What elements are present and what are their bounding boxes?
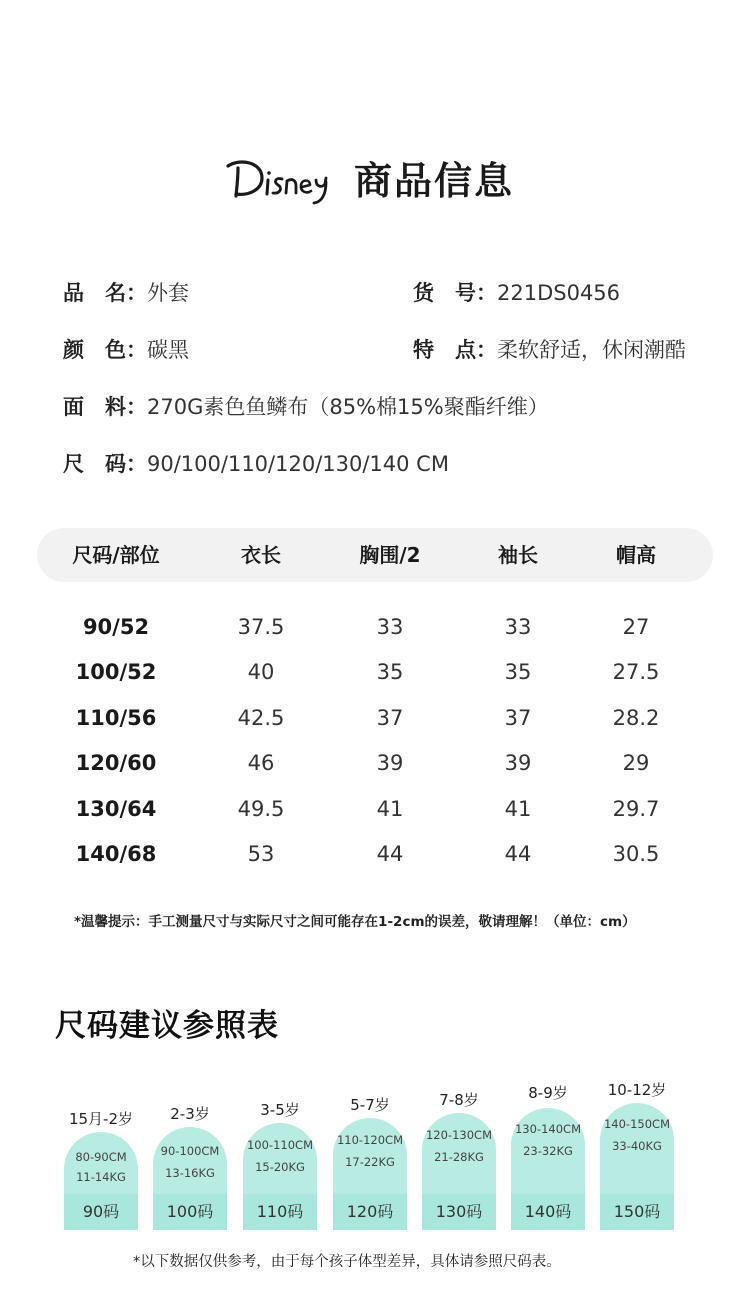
table-cell: 41 <box>504 797 532 821</box>
table-cell: 29 <box>622 751 650 775</box>
sku-value: 221DS0456 <box>497 281 621 305</box>
height-range: 140-150CM <box>603 1117 670 1131</box>
table-row <box>0 743 750 783</box>
weight-range: 15-20KG <box>255 1160 305 1174</box>
name-value: 外套 <box>147 281 189 305</box>
reference-note: *以下数据仅供参考，由于每个孩子体型差异，具体请参照尺码表。 <box>133 1254 561 1270</box>
size-pill <box>153 1127 227 1230</box>
weight-range: 23-32KG <box>523 1144 573 1158</box>
table-cell: 39 <box>504 751 532 775</box>
feature-label: 特 点： <box>413 338 497 362</box>
table-cell: 33 <box>376 615 404 639</box>
table-cell: 53 <box>247 842 275 866</box>
size-code: 110码 <box>243 1194 317 1230</box>
weight-range: 33-40KG <box>612 1139 662 1153</box>
table-cell: 35 <box>376 660 404 684</box>
size-code: 120码 <box>333 1194 407 1230</box>
size-pill <box>333 1118 407 1230</box>
table-cell: 46 <box>247 751 275 775</box>
age-label: 5-7岁 <box>350 1096 390 1114</box>
header-length: 衣长 <box>241 543 281 567</box>
table-cell: 39 <box>376 751 404 775</box>
fabric-label: 面 料： <box>63 395 147 419</box>
header-chest: 胸围/2 <box>359 543 421 567</box>
table-cell: 100/52 <box>75 660 157 684</box>
size-code: 150码 <box>600 1194 674 1230</box>
table-cell: 41 <box>376 797 404 821</box>
table-row <box>0 834 750 874</box>
table-cell: 44 <box>376 842 404 866</box>
color-value: 碳黑 <box>147 338 189 362</box>
size-pill <box>64 1132 138 1230</box>
size-pill <box>511 1108 585 1230</box>
sku-label: 货 号： <box>413 281 497 305</box>
size-code: 100码 <box>153 1194 227 1230</box>
table-row <box>0 607 750 647</box>
table-row <box>0 789 750 829</box>
age-label: 10-12岁 <box>607 1081 667 1099</box>
height-range: 100-110CM <box>246 1138 313 1152</box>
header-size: 尺码/部位 <box>72 543 160 567</box>
info-size <box>63 448 449 478</box>
table-cell: 120/60 <box>75 751 157 775</box>
size-code: 90码 <box>64 1194 138 1230</box>
size-table-header <box>37 528 713 582</box>
fabric-value: 270G素色鱼鳞布（85%棉15%聚酯纤维） <box>147 395 549 419</box>
size-guide-column <box>333 1094 407 1230</box>
age-label: 8-9岁 <box>528 1084 568 1102</box>
height-range: 80-90CM <box>75 1150 127 1164</box>
age-label: 2-3岁 <box>170 1105 210 1123</box>
page-header <box>0 140 750 210</box>
height-range: 110-120CM <box>336 1133 403 1147</box>
page-title: 商品信息 <box>354 159 515 203</box>
info-fabric <box>63 391 549 421</box>
weight-range: 13-16KG <box>165 1166 215 1180</box>
size-guide-column <box>422 1089 496 1230</box>
table-cell: 90/52 <box>82 615 150 639</box>
table-cell: 37.5 <box>237 615 285 639</box>
info-color <box>63 334 189 364</box>
size-value: 90/100/110/120/130/140 CM <box>147 452 449 476</box>
color-label: 颜 色： <box>63 338 147 362</box>
table-cell: 110/56 <box>75 706 157 730</box>
table-cell: 28.2 <box>612 706 660 730</box>
size-guide-column <box>243 1099 317 1230</box>
table-cell: 37 <box>376 706 404 730</box>
table-cell: 33 <box>504 615 532 639</box>
size-pill <box>243 1123 317 1230</box>
size-guide-column <box>511 1082 585 1230</box>
name-label: 品 名： <box>63 281 147 305</box>
info-sku <box>413 277 620 307</box>
size-guide-column <box>64 1108 138 1230</box>
table-cell: 40 <box>247 660 275 684</box>
header-hood: 帽高 <box>616 543 656 567</box>
age-label: 15月-2岁 <box>68 1110 134 1128</box>
table-cell: 37 <box>504 706 532 730</box>
table-cell: 140/68 <box>75 842 157 866</box>
table-cell: 35 <box>504 660 532 684</box>
table-cell: 42.5 <box>237 706 285 730</box>
size-guide-title: 尺码建议参照表 <box>55 1008 279 1044</box>
table-cell: 27.5 <box>612 660 660 684</box>
table-cell: 30.5 <box>612 842 660 866</box>
age-label: 7-8岁 <box>439 1091 479 1109</box>
table-cell: 44 <box>504 842 532 866</box>
info-name <box>63 277 189 307</box>
table-cell: 49.5 <box>237 797 285 821</box>
table-row <box>0 652 750 692</box>
table-cell: 29.7 <box>612 797 660 821</box>
height-range: 130-140CM <box>514 1122 581 1136</box>
height-range: 90-100CM <box>160 1144 220 1158</box>
size-label: 尺 码： <box>63 452 147 476</box>
feature-value: 柔软舒适，休闲潮酷 <box>497 338 686 362</box>
size-guide-column <box>153 1103 227 1230</box>
weight-range: 17-22KG <box>345 1155 395 1169</box>
measurement-note: *温馨提示：手工测量尺寸与实际尺寸之间可能存在1-2cm的误差，敬请理解！（单位：cm） <box>74 914 636 930</box>
size-guide-column <box>600 1079 674 1230</box>
height-range: 120-130CM <box>425 1128 492 1142</box>
weight-range: 11-14KG <box>76 1170 126 1184</box>
disney-logo <box>222 152 342 208</box>
size-code: 130码 <box>422 1194 496 1230</box>
table-cell: 27 <box>622 615 650 639</box>
table-cell: 130/64 <box>75 797 157 821</box>
size-code: 140码 <box>511 1194 585 1230</box>
info-feature <box>413 334 686 364</box>
header-sleeve: 袖长 <box>498 543 538 567</box>
size-pill <box>422 1113 496 1230</box>
size-pill <box>600 1103 674 1230</box>
table-row <box>0 698 750 738</box>
weight-range: 21-28KG <box>434 1150 484 1164</box>
age-label: 3-5岁 <box>260 1101 300 1119</box>
